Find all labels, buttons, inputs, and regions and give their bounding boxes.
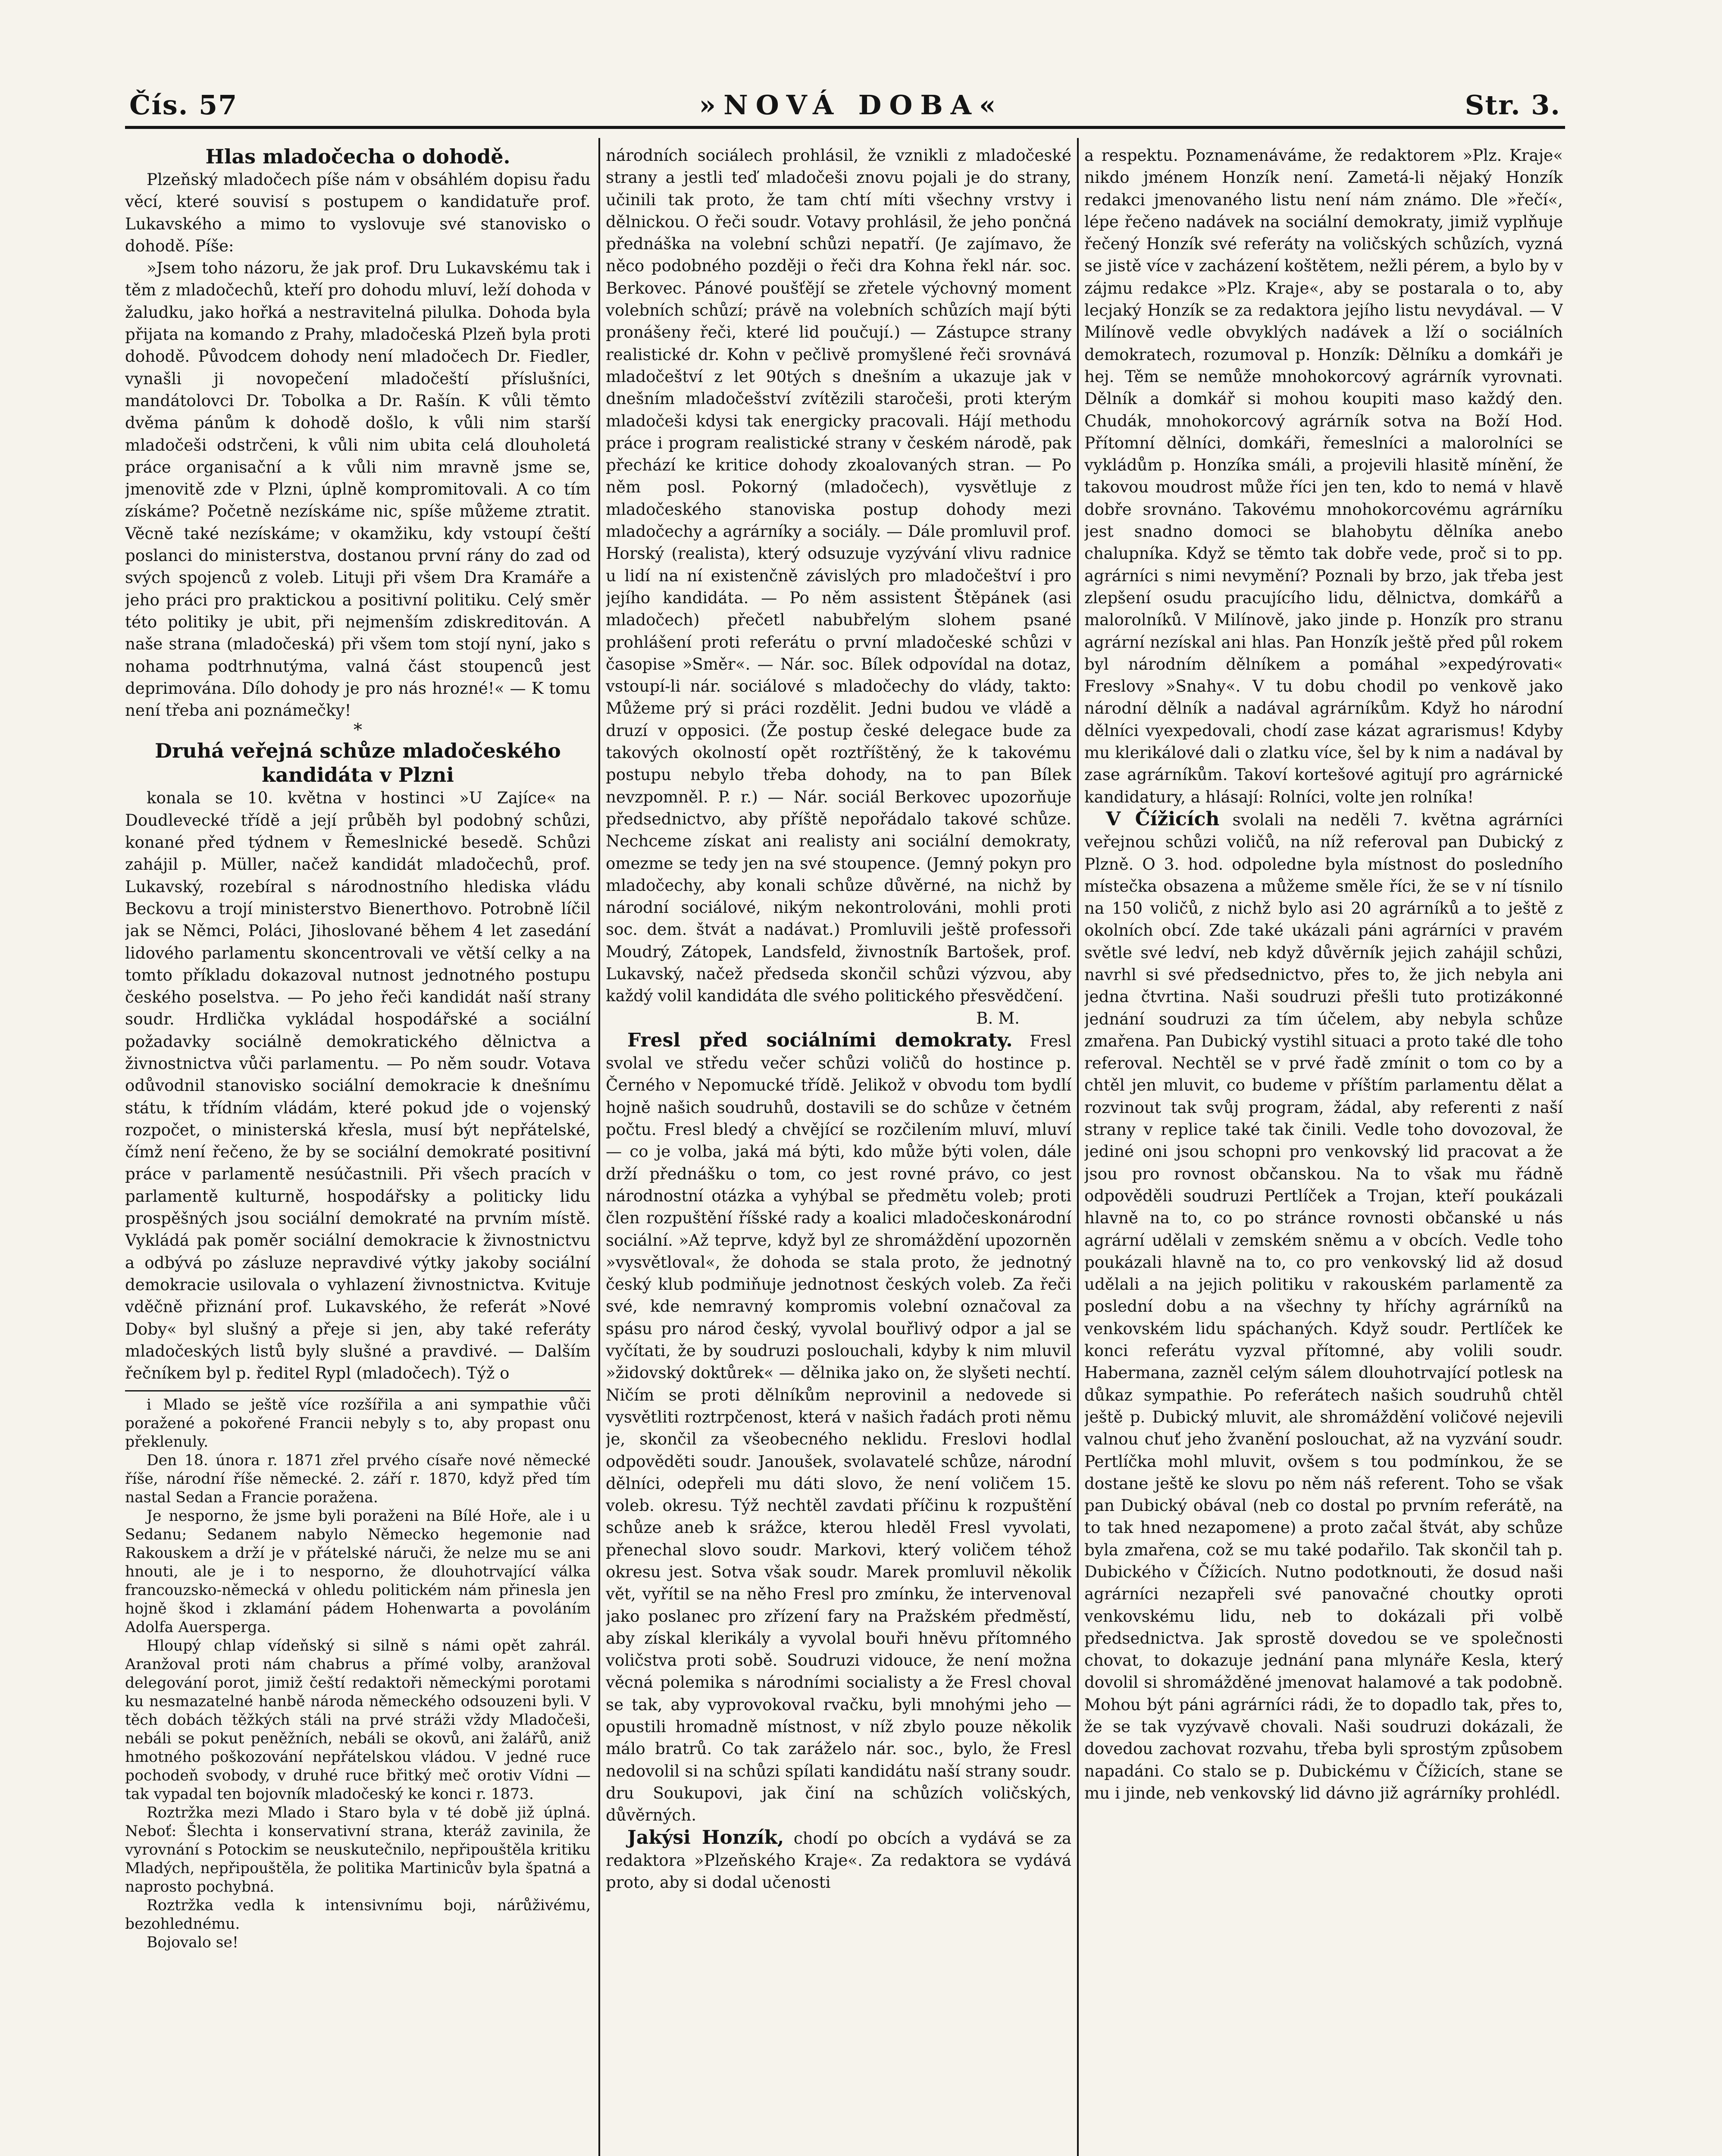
footnote-paragraph: Roztržka mezi Mlado i Staro byla v té době již úplná. Neboť: Šlechta i konservativní strana, kteráž zavinila, že vyrovnání s Potockim se neuskutečnilo, nepřipouštěla kritiku Mladých, nepřipouštěla, že politika Martinicův byla špatná a naprosto pochybná. bbox=[125, 1804, 591, 1896]
footnote-block bbox=[125, 1396, 591, 1952]
article-paragraph: a respektu. Poznamenáváme, že redaktorem »Plz. Kraje« nikdo jménem Honzík není. Zametá-li nějaký Honzík redakci jmenovaného listu není nám známo. Dle »řečí«, lépe řečeno nadávek na sociální demokraty, jimiž vyplňuje řečený Honzík své referáty na voličských schůzích, vyzná se jistě více v zacházení koštětem, nežli pérem, a bylo by v zájmu redakce »Plz. Kraje«, aby se postarala o to, aby lecjaký Honzík se za redaktora jejího listu nevydával. — V Milínově vedle obvyklých nadávek a lží o sociálních demokratech, rozumoval p. Honzík: Dělníku a domkáři je hej. Těm se nemůže mnohokorcový agrárník vyrovnati. Dělník a domkář si mohou koupiti maso každý den. Chudák, mnohokorcový agrárník sotva na Boží Hod. Přítomní dělníci, domkáři, řemeslníci a malorolníci se vykládům p. Honzíka smáli, a projevili hlasitě mínění, že takovou moudrost může říci jen ten, kdo to nemá v hlavě dobře srovnáno. Takovému mnohokorcovému agrárníku jest snadno domoci se blahobytu dělníka anebo chalupníka. Když se těmto tak dobře vede, proč si to pp. agrárníci s nimi nevymění? Poznali by brzo, jak třeba jest zlepšení osudu pracujícího lidu, dělnictva, domkářů a malorolníků. V Milínově, jako jinde p. Honzík pro stranu agrární nezískal ani hlas. Pan Honzík ještě před půl rokem byl národním dělníkem a pomáhal »expedýrovati« Freslovy »Snahy«. V tu dobu chodil po venkově jako národní dělník a nadával agrárníkům. Když ho národní dělníci vyexpedovali, chodí zase kázat agrarismus! Kdyby mu klerikálové dali o zlatku více, šel by k nim a nadával by zase agrárníkům. Takoví kortešové agitují pro agrárnické kandidatury, a hlásají: Rolníci, volte jen rolníka! bbox=[1084, 146, 1563, 806]
header-rule bbox=[125, 126, 1565, 129]
article-text: svolali na neděli 7. května agrárníci veřejnou schůzi voličů, na níž referoval pan Dubický z Plzně. O 3. hod. odpoledne byla místnost do posledního místečka obsazena a můžeme směle říci, že se v ní tísnilo na 150 voličů, z nichž bylo asi 20 agrárníků a to ještě z okolních obcí. Zde také ukázali páni agrárníci v pravém světle své ledví, neb když důvěrník jejich zahájil schůzi, navrhl si své předsednictvo, přes to, že jich nebyla ani jedna čtvrtina. Naši soudruzi přešli tuto protizákonné jednání soudruzi za tím účelem, aby nebyla schůze zmařena. Pan Dubický vystihl situaci a proto také dle toho referoval. Nechtěl se v prvé řadě zmínit o tom co by a chtěl jen mluvit, co budeme v příštím parlamentu dělat a rozvinout tak svůj program, žádal, aby referenti z naší strany v replice také tak činili. Vedle toho dovozoval, že jediné oni jsou schopni pro venkovský lid pracovat a že jsou pro rovnost občanskou. Na to však mu řádně odpověděli soudruzi Pertlíček a Trojan, kteří poukázali hlavně na to, co po stránce rovnosti občanské u nás agrární udělali v zemském sněmu a v obcích. Vedle toho poukázali hlavně na to, co pro venkovský lid až dosud udělali a na jejich politiku v rakouském parlamentě za poslední dobu a na všechny ty hříchy agrárníků na venkovském lidu spáchaných. Když soudr. Pertlíček ke konci referátu vyzval přítomné, aby volili soudr. Habermana, zazněl celým sálem dlouhotrvající potlesk na důkaz sympathie. Po referátech našich soudruhů chtěl ještě p. Dubický mluvit, ale shromáždění voličové nejevili valnou chuť jeho žvanění poslouchat, až na vyzvání soudr. Pertlíčka mohl mluvit, ovšem s tou podmínkou, že se dostane ještě ke slovu po něm náš referent. Toho se však pan Dubický obával (neb co dostal po prvním referátě, na to tak hned nezapomene) a proto začal štvát, aby schůze byla zmařena, což se mu také podařilo. Tak skončil tah p. Dubického v Čížicích. Nutno podotknouti, že dosud naši agrárníci nezapřeli své panovačné choutky oproti venkovskému lidu, neb to dokázali při volbě předsednictva. Jak sprostě dovedou se ve společnosti chovat, to dokazuje jednání pana mlynáře Kesla, který dovolil si shromážděné jmenovat halamové a tak podobně. Mohou být páni agrárníci rádi, že to dopadlo tak, přes to, že se tak vyzývavě chovali. Naši soudruzi dokázali, že dovedou zachovat rozvahu, třeba byli sprostým způsobem napadáni. Co stalo se p. Dubickému v Čížicích, stane se mu i jinde, neb venkovský lid dávno již agrárníky prohlédl. bbox=[1084, 810, 1563, 1802]
section-separator: * bbox=[354, 720, 362, 740]
column-right bbox=[1084, 144, 1563, 2156]
article-paragraph bbox=[606, 1029, 1071, 1827]
newspaper-title: »NOVÁ DOBA« bbox=[699, 89, 1004, 121]
column-divider bbox=[598, 138, 600, 2156]
article-paragraph: národních sociálech prohlásil, že vznikli z mladočeské strany a jestli teď mladočeši znovu pojali je do strany, učinili tak proto, že tam chtí míti všechny vrstvy i dělnickou. O řeči soudr. Votavy prohlásil, že jeho pončná přednáška na volební schůzi nepatří. (Je zajímavo, že něco podobného později o řeči dra Kohna řekl nár. soc. Berkovec. Pánové poušťějí se zřetele výchovný moment volebních schůzí; právě na volebních schůzích mají býti pronášeny řeči, které lid poučují.) — Zástupce strany realistické dr. Kohn v pečlivě promyšlené řeči srovnává mladočeštví z let 90tých s dnešním a ukazuje jak v dnešním mladočešství zvítězili staročeši, proti kterým mladočeši kdysi tak energicky pracovali. Hájí methodu práce i program realistické strany v českém národě, pak přechází ke kritice dohody zkoalovaných stran. — Po něm posl. Pokorný (mladočech), vysvětluje z mladočeského stanoviska postup dohody mezi mladočechy a agrárníky a sociály. — Dále promluvil prof. Horský (realista), který odsuzuje vyzývání vlivu radnice u lidí na ní existenčně závislých pro mladočeštví i pro jejího kandidáta. — Po něm assistent Štěpánek (asi mladočech) přečetl nabubřelým slohem psané prohlášení proti referátu o první mladočeské schůzi v časopise »Směr«. — Nár. soc. Bílek odpovídal na dotaz, vstoupí-li nár. sociálové s mladočechy do vlády, takto: Můžeme prý si práci rozdělit. Jedni budou ve vládě a druzí v opposici. (Že postup české delegace bude za takových okolností opět roztříštěný, že k takovému postupu nebylo třeba dohody, na to pan Bílek nevzpomněl. P. r.) — Nár. sociál Berkovec upozorňuje předsednictvo, aby příště nepořádalo takové schůze. Nechceme získat ani realisty ani sociální demokraty, omezme se tedy jen na své stoupence. (Jemný pokyn pro mladočechy, aby konali schůze důvěrné, na nichž by národní sociálové, nikým nekontrolováni, mohli proti soc. dem. štvát a nadávat.) Promluvili ještě professoři Moudrý, Zátopek, Landsfeld, živnostník Bartošek, prof. Lukavský, načež předseda skončil schůzi výzvou, aby každý volil kandidáta dle svého politického přesvědčení. bbox=[606, 146, 1071, 1006]
page-number: Str. 3. bbox=[1465, 89, 1561, 121]
article-paragraph bbox=[1084, 808, 1563, 1804]
footnote-paragraph: Je nesporno, že jsme byli poraženi na Bílé Hoře, ale i u Sedanu; Sedanem nabylo Německo hegemonie nad Rakouskem a drží je v přátelské náruči, že nelze mu se ani hnouti, ale je i to nesporno, že dlouhotrvající válka francouzsko-německá v ohledu politickém nám přinesla jen hojně škod i zklamání pádem Hohenwarta a povoláním Adolfa Auersperga. bbox=[125, 1507, 591, 1636]
footnote-rule bbox=[125, 1390, 591, 1391]
footnote-paragraph: Den 18. února r. 1871 zřel prvého císaře nové německé říše, národní říše německé. 2. září r. 1870, když před tím nastal Sedan a Francie poražena. bbox=[125, 1452, 591, 1507]
article-paragraph: konala se 10. května v hostinci »U Zajíce« na Doudlevecké třídě a její průběh byl podobný schůzi, konané před týdnem v Řemeslnické besedě. Schůzi zahájil p. Müller, načež kandidát mladočechů, prof. Lukavský, rozebíral s národnostního hlediska vládu Beckovu a trojí ministerstvo Bienerthovo. Potrobně líčil jak se Němci, Poláci, Jihoslované během 4 let zasedání lidového parlamentu skoncentrovali ve větší celky a na tomto příkladu dokazoval nutnost jednotného postupu českého poselstva. — Po jeho řeči kandidát naší strany soudr. Hrdlička vykládal hospodářské a sociální požadavky sociálně demokratického dělnictva a živnostnictva vůči parlamentu. — Po něm soudr. Votava odůvodnil stanovisko sociální demokracie k dnešnímu státu, k třídním vládám, které pokud jde o vojenský rozpočet, o ministerská křesla, musí být nepřátelské, čímž není řečeno, že by se sociální demokraté positivní práce v parlamentě nesúčastnili. Při všech pracích v parlamentě kulturně, hospodářsky a politicky lidu prospěšných jsou sociální demokraté na prvním místě. Vykládá pak poměr sociální demokracie k živnostnictvu a odbývá po zásluze nepravdivé výtky jakoby sociální demokracie usilovala o vyhlazení živnostnictva. Kvituje vděčně přiznání prof. Lukavského, že referát »Nové Doby« byl slušný a přeje si jen, aby také referáty mladočeských listů byly slušné a pravdivé. — Dalším řečníkem byl p. ředitel Rypl (mladočech). Týž o bbox=[125, 788, 591, 1383]
article-paragraph bbox=[606, 1827, 1071, 1894]
article-heading: Fresl před sociálními demokraty. bbox=[627, 1029, 1013, 1051]
column-middle bbox=[606, 144, 1071, 2156]
article-paragraph: Plzeňský mladočech píše nám v obsáhlém dopisu řadu věcí, které souvisí s postupem o kandidatuře prof. Lukavského a mimo to vyslovuje své stanovisko o dohodě. Píše: bbox=[125, 170, 591, 255]
article-heading: Jakýsi Honzík, bbox=[627, 1826, 784, 1849]
footnote-paragraph: i Mlado se ještě více rozšířila a ani sympathie vůči poražené a pokořené Francii nebyly s to, aby propast onu překlenuly. bbox=[125, 1396, 591, 1451]
footnote-paragraph: Hloupý chlap vídeňský si silně s námi opět zahrál. Aranžoval proti nám chabrus a přímé volby, aranžoval delegování porot, jimiž čeští redaktoři německými porotami ku nesmazatelné hanbě národa německého odsouzeni byli. V těch dobách těžkých stáli na prvé stráži vždy Mladočeši, nebáli se pokut peněžních, nebáli se okovů, ani žalářů, aniž hmotného poškozování nepřátelskou vládou. V jedné ruce pochodeň svobody, v druhé ruce břitký meč orotiv Vídni — tak vypadal ten bojovník mladočeský ke konci r. 1873. bbox=[125, 1637, 591, 1803]
column-divider bbox=[1077, 138, 1079, 2156]
issue-number: Čís. 57 bbox=[129, 89, 238, 121]
article-text: chodí po obcích a vydává se za redaktora »Plzeňského Kraje«. Za redaktora se vydává proto, aby si dodal učenosti bbox=[606, 1828, 1071, 1892]
article-paragraph: »Jsem toho názoru, že jak prof. Dru Lukavskému tak i těm z mladočechů, kteří pro dohodu mluví, leží dohoda v žaludku, jako hořká a nestravitelná pilulka. Dohoda byla přijata na komando z Prahy, mladočeská Plzeň byla proti dohodě. Původcem dohody není mladočech Dr. Fiedler, vynašli ji novopečení mladočeští příslušníci, mandátolovci Dr. Tobolka a Dr. Rašín. K vůli těmto dvěma pánům k dohodě došlo, k vůli nim starší mladočeši odstrčeni, k vůli nim ubita celá dlouholetá práce organisační a k vůli nim mravně jsme se, jmenovitě zde v Plzni, úplně kompromitovali. A co tím získáme? Početně nezískáme nic, spíše můžeme ztratit. Věcně také nezískáme; v okamžiku, kdy vstoupí čeští poslanci do ministerstva, dostanou první rány do zad od svých spojenců z voleb. Lituji při všem Dra Kramáře a jeho práci pro praktickou a positivní politiku. Celý směr této politiky je ubit, při nejmenším zdiskreditován. A naše strana (mladočeská) při všem tom stojí nyní, jako s nohama podtrhnutýma, valná část stoupenců jest deprimována. Dílo dohody je pro nás hrozné!« — K tomu není třeba ani poznámečky! bbox=[125, 258, 591, 720]
article-text: Fresl svolal ve středu večer schůzi voličů do hostince p. Černého v Nepomucké třídě. Jelikož v obvodu tom bydlí hojně našich soudruhů, dostavili se do schůze v četném počtu. Fresl bledý a chvějící se rozčilením mluví, mluví — co je volba, jaká má býti, kdo může býti volen, dále drží přednášku o tom, co jest rovné právo, co jest národnostní otázka a vyhýbal se předmětu voleb; proti člen rozpuštění říšské rady a koalici mladočeskonárodní sociální. »Až teprve, když byl ze shromáždění upozorněn »vysvětloval«, že dohoda se stala proto, že jednotný český klub podmiňuje jednotnost českých voleb. Za řeči své, kde nemravný kompromis volební označoval za spásu pro národ český, vyvolal bouřlivý odpor a jal se vyčítati, že by soudruzi poslouchali, kdyby k nim mluvil »židovský doktůrek« — dělnika jako on, že slyšeti nechtí. Ničím se proti dělníkům neprovinil a nedovede si vysvětliti roztrpčenost, která v našich řadách proti němu je, skončil za všeobecného neklidu. Freslovi hodlal odpověděti soudr. Janoušek, svolavatelé schůze, národní dělníci, odepřeli mu dáti slovo, že není voličem 15. voleb. okresu. Týž nechtěl zavdati příčinu k rozpuštění schůze aneb k srážce, kterou hleděl Fresl vyvolati, přenechal slovo soudr. Markovi, který voličem téhož okresu jest. Sotva však soudr. Marek promluvil několik vět, vyřítil se na něho Fresl pro zmínku, že intervenoval jako poslanec pro zřízení fary na Pražském předměstí, aby získal klerikály a vyvolal bouři hněvu přítomného voličstva proti sobě. Soudruzi vidouce, že není možna věcná polemika s národními socialisty a že Fresl choval se tak, aby vyprovokoval rvačku, byli mnohými jeho — opustili hromadně místnost, v níž zbylo pouze několik málo bratrů. Co tak zaráželo nár. soc., bylo, že Fresl nedovolil si na schůzi spílati kandidátu naší strany soudr. dru Soukupovi, jak činí na schůzích voličských, důvěrných. bbox=[606, 1031, 1071, 1825]
column-left bbox=[125, 144, 591, 2156]
article-heading: Hlas mladočecha o dohodě. bbox=[205, 145, 510, 168]
masthead bbox=[129, 82, 1561, 121]
article-heading: Druhá veřejná schůze mladočeského kandidáta v Plzni bbox=[155, 739, 561, 787]
article-signature: B. M. bbox=[976, 1008, 1020, 1028]
footnote-paragraph: Bojovalo se! bbox=[147, 1934, 238, 1952]
footnote-paragraph: Roztržka vedla k intensivnímu boji, nárůživému, bezohlednému. bbox=[125, 1897, 591, 1933]
article-heading: V Čížicích bbox=[1106, 808, 1220, 830]
